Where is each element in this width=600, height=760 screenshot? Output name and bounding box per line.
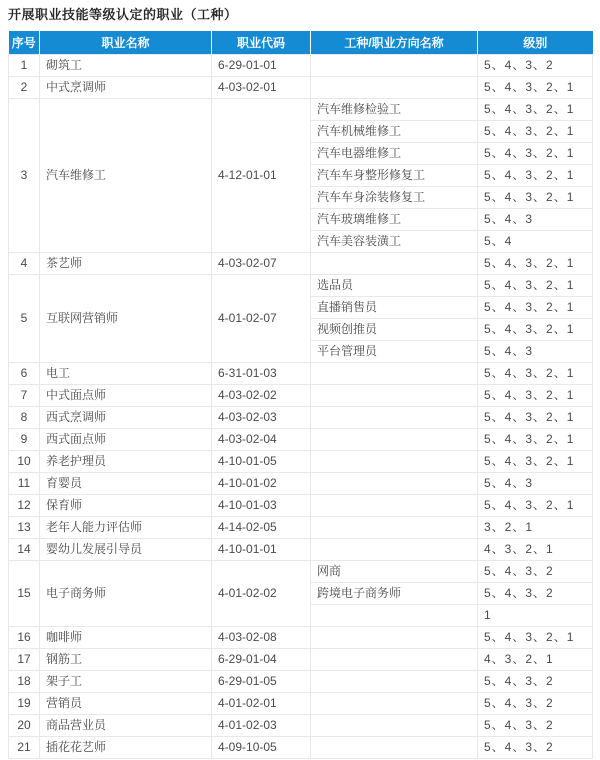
- job-code-cell: 4-10-01-02: [212, 473, 311, 495]
- row-number-cell: 4: [9, 253, 40, 275]
- row-number-cell: 2: [9, 77, 40, 99]
- job-name-cell: 钢筋工: [40, 649, 212, 671]
- level-cell: 5、4、3、2: [478, 583, 593, 605]
- job-name-cell: 互联网营销师: [40, 275, 212, 363]
- table-row: [9, 363, 593, 385]
- table-row: [9, 99, 593, 121]
- work-type-cell: [311, 671, 478, 693]
- job-name-cell: 电工: [40, 363, 212, 385]
- level-cell: 5、4、3、2、1: [478, 187, 593, 209]
- row-number-cell: 20: [9, 715, 40, 737]
- job-name-cell: 茶艺师: [40, 253, 212, 275]
- table-row: [9, 253, 593, 275]
- level-cell: 5、4、3、2、1: [478, 429, 593, 451]
- job-name-cell: 插花花艺师: [40, 737, 212, 759]
- job-code-cell: 4-09-10-05: [212, 737, 311, 759]
- table-header-row: [9, 31, 593, 55]
- job-code-cell: 4-03-02-07: [212, 253, 311, 275]
- level-cell: 5、4、3、2、1: [478, 99, 593, 121]
- level-cell: 5、4、3、2、1: [478, 627, 593, 649]
- level-cell: 5、4、3、2、1: [478, 297, 593, 319]
- job-code-cell: 4-01-02-02: [212, 561, 311, 627]
- level-cell: 5、4、3、2、1: [478, 407, 593, 429]
- job-code-cell: 6-29-01-01: [212, 55, 311, 77]
- work-type-cell: [311, 605, 478, 627]
- level-cell: 5、4、3、2: [478, 737, 593, 759]
- level-cell: 5、4、3、2、1: [478, 363, 593, 385]
- job-name-cell: 中式面点师: [40, 385, 212, 407]
- level-cell: 5、4、3: [478, 341, 593, 363]
- job-name-cell: 育婴员: [40, 473, 212, 495]
- job-name-cell: 婴幼儿发展引导员: [40, 539, 212, 561]
- level-cell: 5、4、3、2、1: [478, 253, 593, 275]
- job-code-cell: 6-29-01-04: [212, 649, 311, 671]
- table-row: [9, 671, 593, 693]
- work-type-cell: [311, 429, 478, 451]
- level-cell: 5、4、3、2: [478, 561, 593, 583]
- table-row: [9, 55, 593, 77]
- job-name-cell: 咖啡师: [40, 627, 212, 649]
- work-type-cell: 选品员: [311, 275, 478, 297]
- job-name-cell: 养老护理员: [40, 451, 212, 473]
- level-cell: 5、4、3、2、1: [478, 121, 593, 143]
- work-type-cell: 平台管理员: [311, 341, 478, 363]
- row-number-cell: 3: [9, 99, 40, 253]
- table-row: [9, 473, 593, 495]
- column-header-level: 级别: [478, 31, 593, 55]
- work-type-cell: 跨境电子商务师: [311, 583, 478, 605]
- job-code-cell: 4-03-02-03: [212, 407, 311, 429]
- job-name-cell: 西式面点师: [40, 429, 212, 451]
- level-cell: 4、3、2、1: [478, 649, 593, 671]
- table-row: [9, 539, 593, 561]
- level-cell: 5、4、3、2、1: [478, 275, 593, 297]
- column-header-work-type: 工种/职业方向名称: [311, 31, 478, 55]
- level-cell: 5、4、3、2: [478, 715, 593, 737]
- job-name-cell: 汽车维修工: [40, 99, 212, 253]
- row-number-cell: 16: [9, 627, 40, 649]
- work-type-cell: 汽车维修检验工: [311, 99, 478, 121]
- level-cell: 5、4、3、2、1: [478, 385, 593, 407]
- level-cell: 5、4、3、2、1: [478, 77, 593, 99]
- table-row: [9, 649, 593, 671]
- level-cell: 5、4、3、2: [478, 55, 593, 77]
- level-cell: 4、3、2、1: [478, 539, 593, 561]
- work-type-cell: 汽车玻璃维修工: [311, 209, 478, 231]
- table-row: [9, 627, 593, 649]
- table-row: [9, 517, 593, 539]
- job-code-cell: 6-29-01-05: [212, 671, 311, 693]
- table-body: [9, 55, 593, 759]
- job-code-cell: 4-03-02-01: [212, 77, 311, 99]
- row-number-cell: 21: [9, 737, 40, 759]
- job-name-cell: 架子工: [40, 671, 212, 693]
- level-cell: 5、4、3、2、1: [478, 319, 593, 341]
- level-cell: 1: [478, 605, 593, 627]
- row-number-cell: 13: [9, 517, 40, 539]
- work-type-cell: 汽车车身整形修复工: [311, 165, 478, 187]
- job-name-cell: 中式烹调师: [40, 77, 212, 99]
- work-type-cell: [311, 539, 478, 561]
- job-code-cell: 4-10-01-01: [212, 539, 311, 561]
- table-row: [9, 429, 593, 451]
- table-row: [9, 715, 593, 737]
- work-type-cell: 直播销售员: [311, 297, 478, 319]
- level-cell: 5、4、3: [478, 473, 593, 495]
- row-number-cell: 6: [9, 363, 40, 385]
- work-type-cell: 汽车车身涂装修复工: [311, 187, 478, 209]
- work-type-cell: [311, 363, 478, 385]
- table-row: [9, 495, 593, 517]
- job-name-cell: 老年人能力评估师: [40, 517, 212, 539]
- row-number-cell: 7: [9, 385, 40, 407]
- work-type-cell: [311, 715, 478, 737]
- page-title: 开展职业技能等级认定的职业（工种）: [8, 7, 238, 22]
- job-code-cell: 4-10-01-05: [212, 451, 311, 473]
- level-cell: 5、4、3、2、1: [478, 143, 593, 165]
- work-type-cell: [311, 495, 478, 517]
- level-cell: 3、2、1: [478, 517, 593, 539]
- row-number-cell: 17: [9, 649, 40, 671]
- row-number-cell: 18: [9, 671, 40, 693]
- row-number-cell: 15: [9, 561, 40, 627]
- level-cell: 5、4、3、2、1: [478, 451, 593, 473]
- row-number-cell: 9: [9, 429, 40, 451]
- job-code-cell: 6-31-01-03: [212, 363, 311, 385]
- table-header: [9, 31, 593, 55]
- work-type-cell: [311, 473, 478, 495]
- level-cell: 5、4、3、2、1: [478, 495, 593, 517]
- column-header-job-code: 职业代码: [212, 31, 311, 55]
- row-number-cell: 11: [9, 473, 40, 495]
- table-row: [9, 451, 593, 473]
- work-type-cell: 网商: [311, 561, 478, 583]
- row-number-cell: 5: [9, 275, 40, 363]
- work-type-cell: [311, 627, 478, 649]
- job-code-cell: 4-03-02-02: [212, 385, 311, 407]
- row-number-cell: 10: [9, 451, 40, 473]
- row-number-cell: 1: [9, 55, 40, 77]
- job-code-cell: 4-01-02-01: [212, 693, 311, 715]
- row-number-cell: 8: [9, 407, 40, 429]
- row-number-cell: 19: [9, 693, 40, 715]
- work-type-cell: 汽车电器维修工: [311, 143, 478, 165]
- table-row: [9, 737, 593, 759]
- row-number-cell: 12: [9, 495, 40, 517]
- work-type-cell: [311, 451, 478, 473]
- work-type-cell: 汽车美容装潢工: [311, 231, 478, 253]
- table-row: [9, 275, 593, 297]
- work-type-cell: [311, 649, 478, 671]
- job-name-cell: 西式烹调师: [40, 407, 212, 429]
- table-row: [9, 385, 593, 407]
- row-number-cell: 14: [9, 539, 40, 561]
- job-name-cell: 砌筑工: [40, 55, 212, 77]
- work-type-cell: [311, 737, 478, 759]
- work-type-cell: [311, 407, 478, 429]
- job-name-cell: 电子商务师: [40, 561, 212, 627]
- level-cell: 5、4、3、2、1: [478, 165, 593, 187]
- column-header-index: 序号: [9, 31, 40, 55]
- table-row: [9, 693, 593, 715]
- job-name-cell: 营销员: [40, 693, 212, 715]
- job-code-cell: 4-14-02-05: [212, 517, 311, 539]
- occupation-table: [8, 31, 593, 759]
- work-type-cell: [311, 693, 478, 715]
- level-cell: 5、4、3、2: [478, 693, 593, 715]
- level-cell: 5、4: [478, 231, 593, 253]
- job-code-cell: 4-10-01-03: [212, 495, 311, 517]
- job-code-cell: 4-01-02-03: [212, 715, 311, 737]
- job-code-cell: 4-03-02-08: [212, 627, 311, 649]
- job-name-cell: 保育师: [40, 495, 212, 517]
- table-row: [9, 407, 593, 429]
- work-type-cell: [311, 517, 478, 539]
- job-code-cell: 4-12-01-01: [212, 99, 311, 253]
- work-type-cell: [311, 253, 478, 275]
- job-code-cell: 4-03-02-04: [212, 429, 311, 451]
- job-name-cell: 商品营业员: [40, 715, 212, 737]
- work-type-cell: 汽车机械维修工: [311, 121, 478, 143]
- level-cell: 5、4、3: [478, 209, 593, 231]
- table-row: [9, 561, 593, 583]
- table-row: [9, 77, 593, 99]
- work-type-cell: 视频创推员: [311, 319, 478, 341]
- work-type-cell: [311, 77, 478, 99]
- work-type-cell: [311, 385, 478, 407]
- level-cell: 5、4、3、2: [478, 671, 593, 693]
- job-code-cell: 4-01-02-07: [212, 275, 311, 363]
- column-header-job-name: 职业名称: [40, 31, 212, 55]
- work-type-cell: [311, 55, 478, 77]
